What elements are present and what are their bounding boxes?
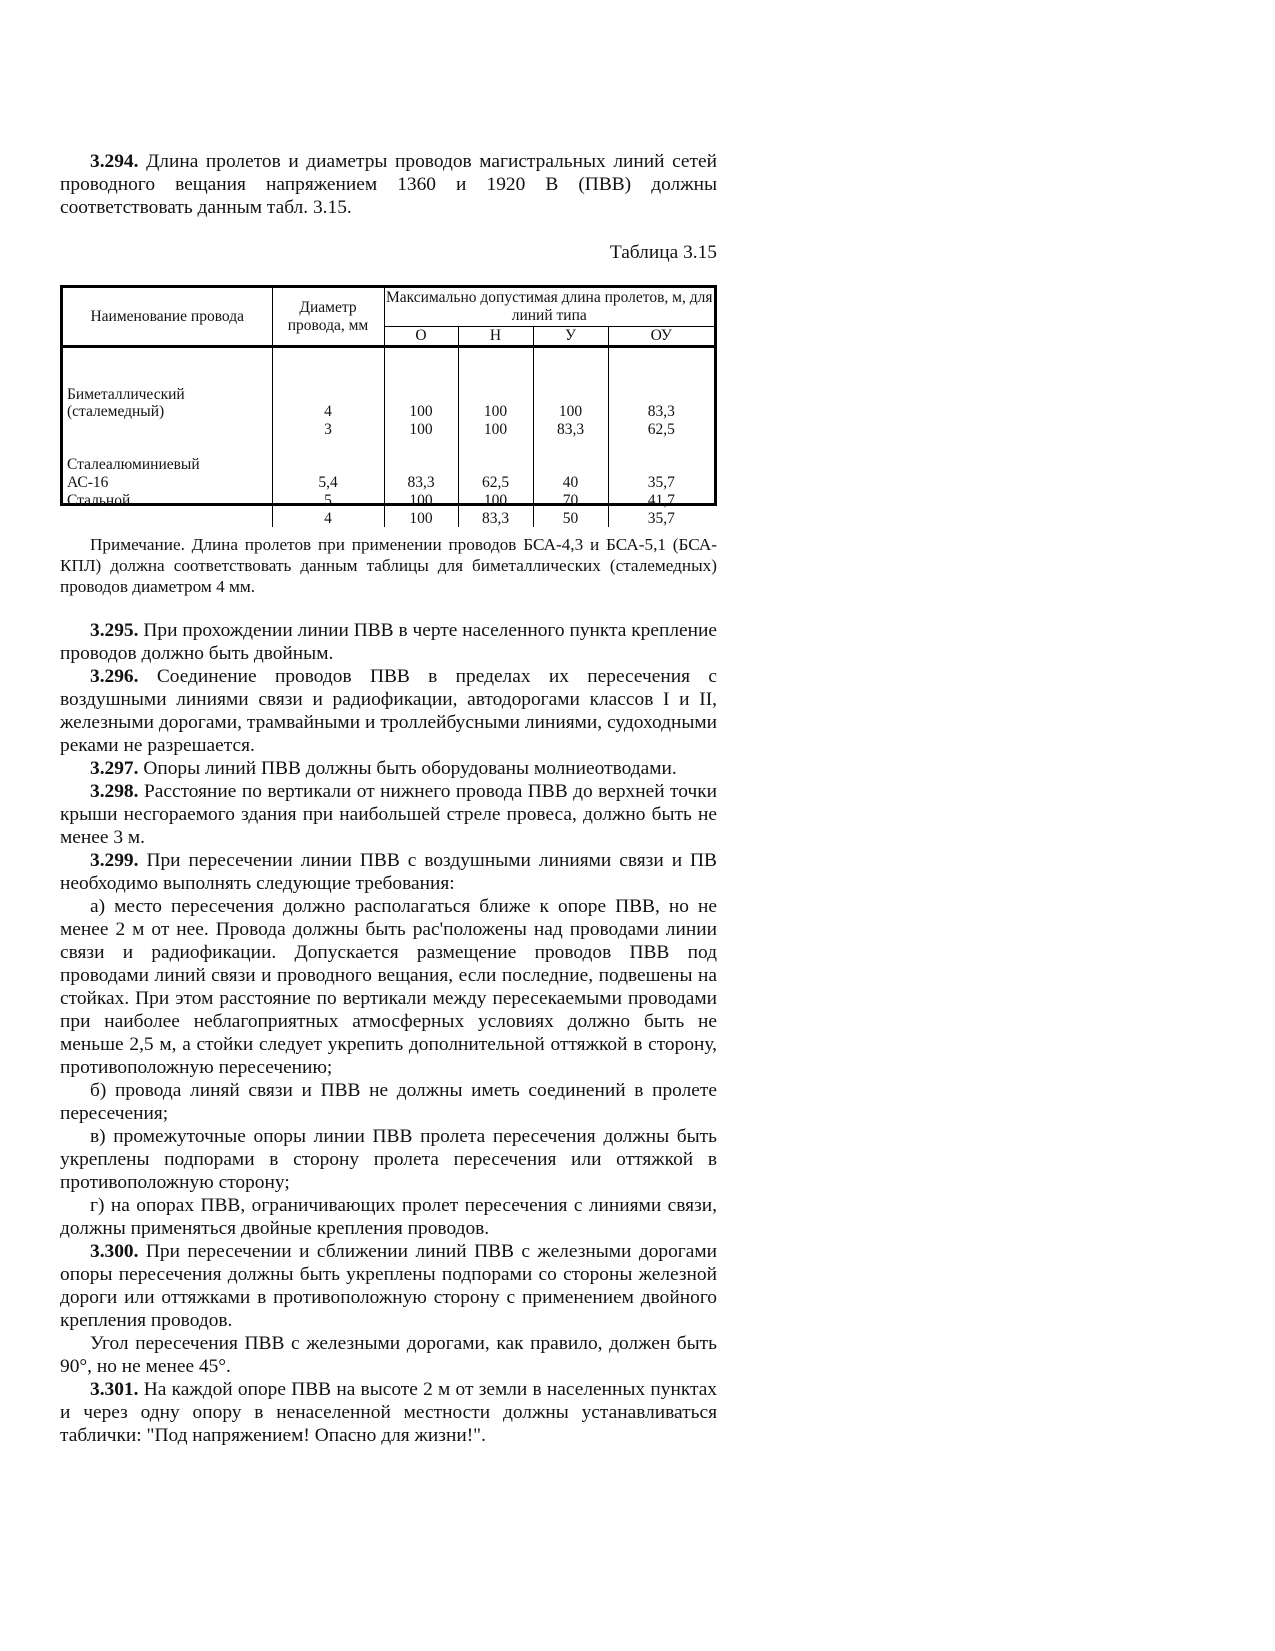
header-type-ou: ОУ — [608, 327, 714, 347]
table-cell: 83,3 — [556, 421, 585, 439]
paragraph-text: Опоры линий ПВВ должны быть оборудованы молниеотводами. — [143, 758, 677, 779]
data-table — [60, 285, 717, 527]
table-cell — [63, 421, 272, 439]
header-type-u: У — [533, 327, 608, 347]
column-type-u — [533, 347, 608, 528]
clause-number: 3.296. — [90, 666, 139, 687]
table-cell: 4 — [324, 403, 332, 421]
table-cell — [459, 456, 533, 474]
table-cell: 5,4 — [318, 474, 338, 492]
table-cell: Сталеалюминиевый — [67, 456, 200, 474]
table-cell — [385, 439, 458, 457]
table-cell: 35,7 — [647, 474, 675, 492]
table-cell — [385, 368, 458, 386]
document-page — [60, 150, 717, 1447]
clause-number: 3.294. — [90, 151, 139, 172]
clause-number: 3.299. — [90, 850, 139, 871]
clause-number: 3.298. — [90, 781, 139, 802]
clause-number: 3.295. — [90, 620, 139, 641]
table-cell: 3 — [324, 421, 332, 439]
table-cell: (сталемедный) — [67, 403, 165, 421]
column-type-o — [384, 347, 458, 528]
table-cell: 100 — [409, 421, 433, 439]
table-cell — [273, 439, 384, 457]
table-cell: 35,7 — [647, 509, 675, 527]
table-cell — [273, 456, 384, 474]
table-cell — [273, 368, 384, 386]
column-diameter — [272, 347, 384, 528]
table-cell: 100 — [483, 403, 508, 421]
paragraph-text: Длина пролетов и диаметры проводов магистральных линий сетей проводного вещания напряжением 1360 и 1920 В (ПВВ) должны соответствовать данным табл. 3.15. — [60, 151, 717, 218]
paragraph-3-299 — [60, 849, 717, 895]
table-cell: 5 — [324, 491, 332, 509]
table-cell: 100 — [409, 403, 433, 421]
table-cell — [534, 386, 608, 404]
clause-number: 3.300. — [90, 1241, 139, 1262]
table-cell: 100 — [558, 403, 583, 421]
paragraph-text: При пересечении и сближении линий ПВВ с железными дорогами опоры пересечения должны быть укреплены подпорами со стороны железной дороги или оттяжками в противоположную сторону с применением двойного крепления проводов. — [60, 1241, 717, 1331]
table-cell — [459, 386, 533, 404]
paragraph-3-299-v: в) промежуточные опоры линии ПВВ пролета пересечения должны быть укреплены подпорами в сторону пролета пересечения или оттяжкой в противоположную сторону; — [60, 1126, 717, 1193]
table-cell — [609, 368, 715, 386]
paragraph-3-294 — [60, 150, 717, 219]
paragraph-3-296 — [60, 665, 717, 757]
table-cell — [459, 368, 533, 386]
paragraph-text: При прохождении линии ПВВ в черте населенного пункта крепление проводов должно быть двойным. — [60, 620, 718, 664]
paragraph-3-298 — [60, 780, 717, 849]
table-cell — [63, 510, 272, 528]
table-caption: Таблица 3.15 — [609, 242, 717, 263]
header-diameter: Диаметр провода, мм — [272, 288, 384, 347]
table-cell: 62,5 — [647, 421, 675, 439]
clauses-section — [60, 619, 717, 1447]
table-cell — [609, 456, 715, 474]
table-cell — [273, 386, 384, 404]
table-note: Примечание. Длина пролетов при применении проводов БСА-4,3 и БСА-5,1 (БСА-КПЛ) должна соответствовать данным таблицы для биметаллических (сталемедных) проводов диаметром 4 мм. — [60, 535, 717, 596]
table-cell: 83,3 — [407, 474, 435, 492]
table-cell: 41,7 — [647, 491, 675, 509]
table-cell: 100 — [409, 491, 433, 509]
table-cell: АС-16 — [67, 474, 109, 492]
header-type-n: Н — [458, 327, 533, 347]
table-cell — [534, 439, 608, 457]
table-cell — [609, 439, 715, 457]
table-cell: 100 — [409, 509, 433, 527]
paragraph-text: При пересечении линии ПВВ с воздушными линиями связи и ПВ необходимо выполнять следующие требования: — [60, 850, 717, 894]
paragraph-3-300-angle: Угол пересечения ПВВ с железными дорогами, как правило, должен быть 90°, но не менее 45°. — [60, 1333, 717, 1377]
paragraph-3-299-b: б) провода линяй связи и ПВВ не должны иметь соединений в пролете пересечения; — [60, 1080, 717, 1124]
table-cell — [459, 439, 533, 457]
table-cell: 100 — [483, 491, 508, 509]
table-cell — [63, 439, 272, 457]
header-wire-name: Наименование провода — [63, 288, 272, 347]
table-cell: 50 — [562, 509, 579, 527]
paragraph-text: Расстояние по вертикали от нижнего провода ПВВ до верхней точки крыши несгораемого здания при наибольшей стреле провеса, должно быть не менее 3 м. — [60, 781, 717, 848]
table-cell — [385, 386, 458, 404]
table-cell: 100 — [483, 421, 508, 439]
table-cell — [385, 456, 458, 474]
column-wire-names — [63, 347, 272, 528]
paragraph-3-295 — [60, 619, 717, 665]
header-max-length: Максимально допустимая длина пролетов, м, для линий типа — [385, 289, 713, 324]
paragraph-3-300 — [60, 1240, 717, 1332]
table-cell — [609, 386, 715, 404]
table-cell — [534, 456, 608, 474]
paragraph-3-299-a: а) место пересечения должно располагаться ближе к опоре ПВВ, но не менее 2 м от нее. Провода должны быть рас'положены над проводами линии связи и радиофикации. Допускается размещение проводов ПВВ под проводами линий связи и проводного вещания, если последние, подвешены на стойках. При этом расстояние по вертикали между пересекаемыми проводами при наиболее неблагоприятных атмосферных условиях должно быть не меньше 2,5 м, а стойки следует укрепить дополнительной оттяжкой в сторону, противоположную пересечению; — [60, 896, 717, 1078]
table-cell — [534, 368, 608, 386]
table-cell: 4 — [324, 509, 332, 527]
table-cell: Стальной — [67, 491, 131, 509]
table-cell: 83,3 — [647, 403, 675, 421]
table-cell: 62,5 — [481, 474, 510, 492]
table-cell: Биметаллический — [67, 385, 185, 403]
column-type-n — [458, 347, 533, 528]
column-type-ou — [608, 347, 714, 528]
paragraph-text: Соединение проводов ПВВ в пределах их пересечения с воздушными линиями связи и радиофикации, автодорогами классов I и II, железными дорогами, трамвайными и троллейбусными линиями, судоходными реками не разрешается. — [60, 666, 717, 756]
clause-number: 3.297. — [90, 758, 139, 779]
table-cell: 40 — [562, 474, 579, 492]
paragraph-3-301 — [60, 1378, 717, 1447]
paragraph-3-299-g: г) на опорах ПВВ, ограничивающих пролет пересечения с линиями связи, должны применяться двойные крепления проводов. — [60, 1195, 717, 1239]
table-cell: 70 — [562, 491, 579, 509]
clause-number: 3.301. — [90, 1379, 139, 1400]
paragraph-3-297 — [60, 757, 717, 780]
paragraph-text: На каждой опоре ПВВ на высоте 2 м от земли в населенных пунктах и через одну опору в ненаселенной местности должны устанавливаться таблички: "Под напряжением! Опасно для жизни!". — [60, 1379, 717, 1446]
header-type-o: О — [384, 327, 458, 347]
table-cell — [63, 368, 272, 386]
table-cell: 83,3 — [481, 509, 510, 527]
